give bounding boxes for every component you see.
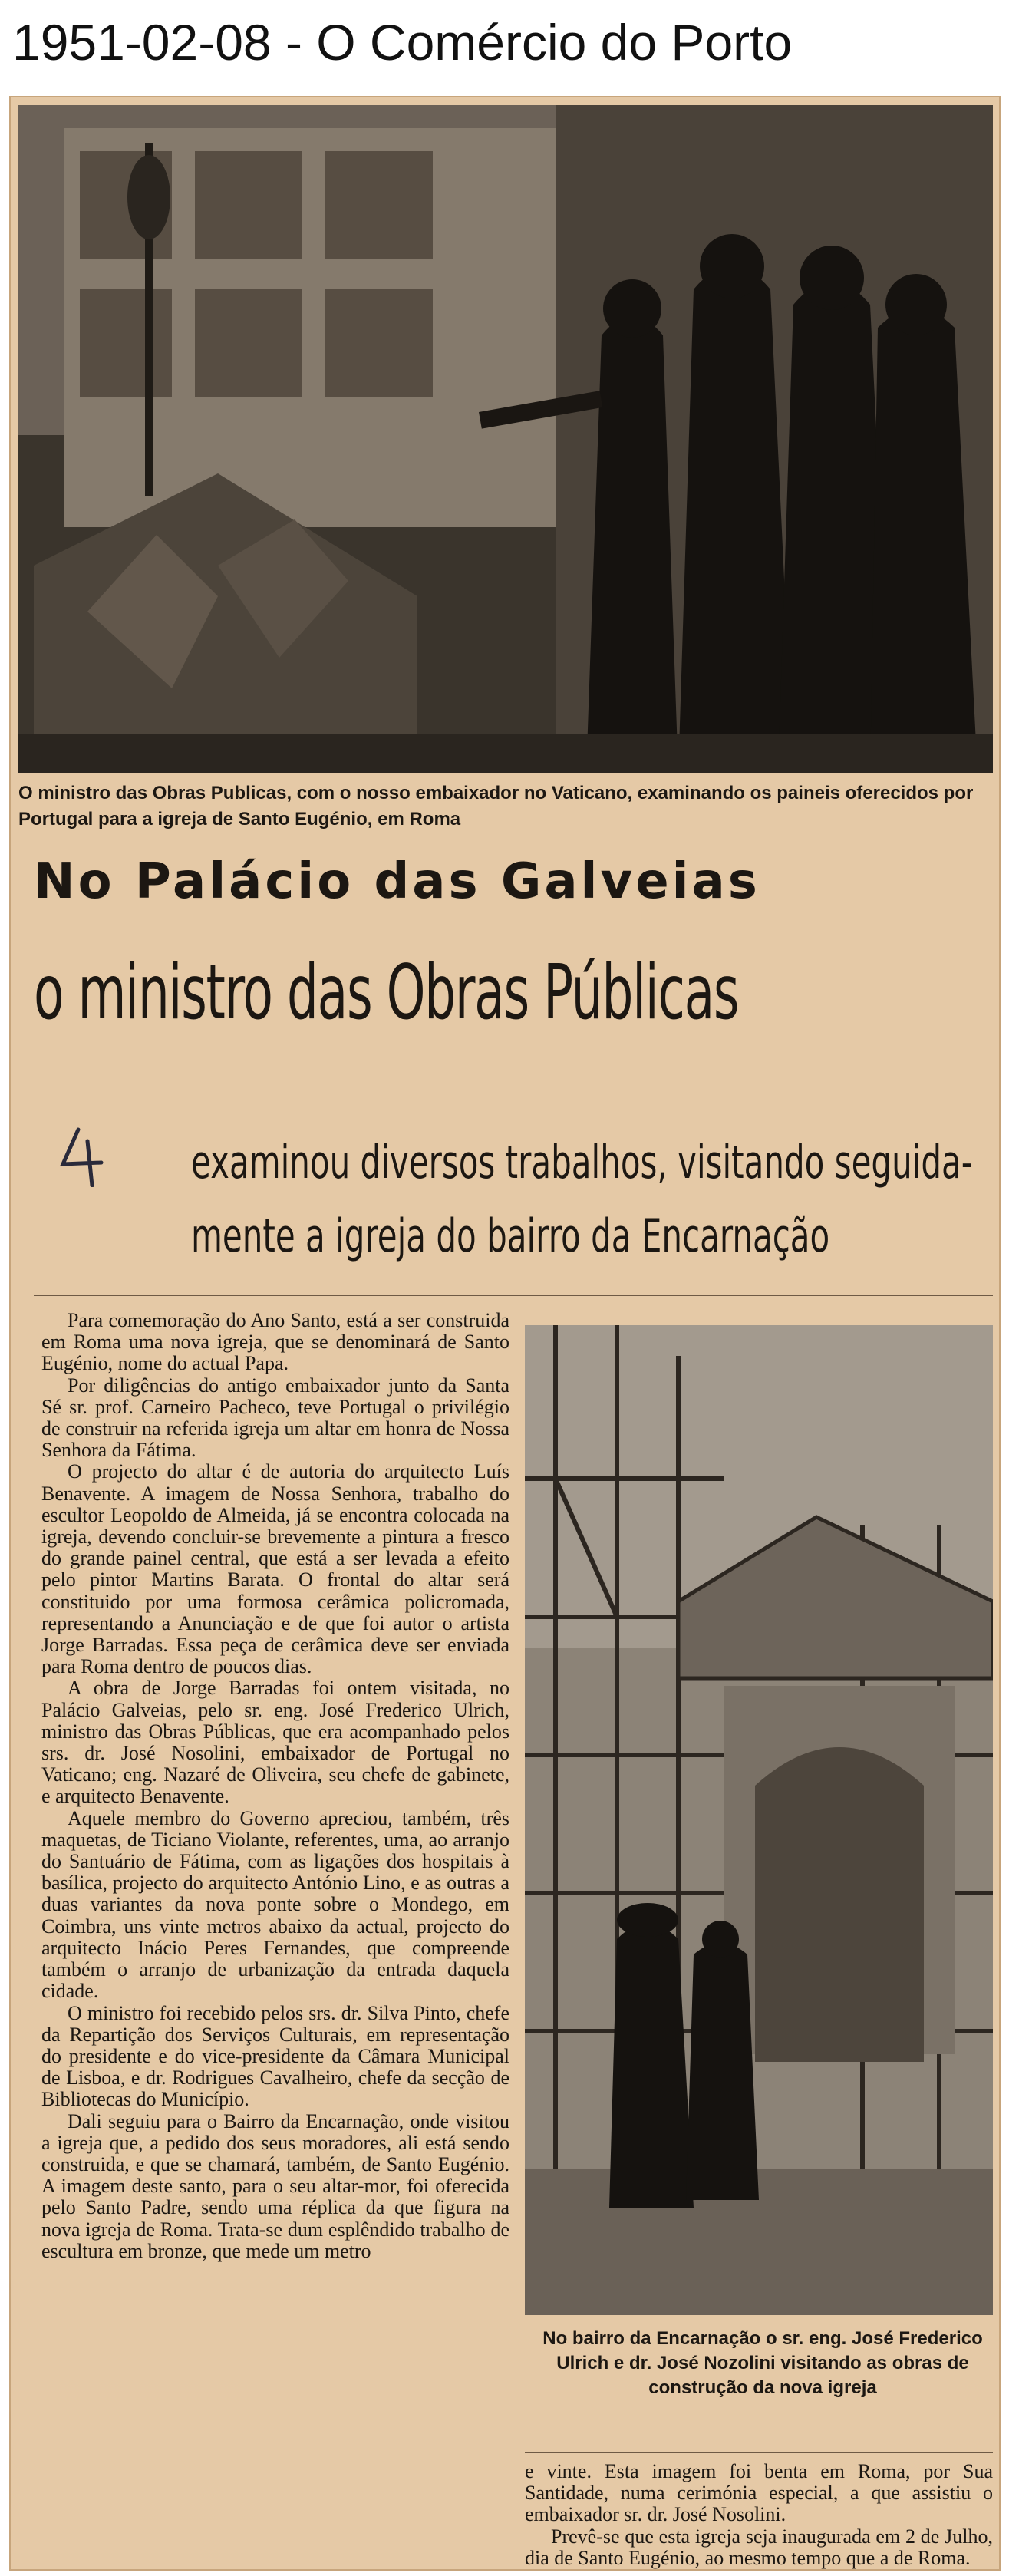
article-continuation	[525, 2461, 993, 2569]
page-title: 1951-02-08 - O Comércio do Porto	[12, 14, 793, 71]
handwritten-mark-icon	[55, 1126, 109, 1187]
deck-line-1: examinou diversos trabalhos, visitando seguida-	[191, 1136, 973, 1189]
article-paragraph: e vinte. Esta imagem foi benta em Roma, por Sua Santidade, numa cerimónia especial, a que assistiu o embaixador sr. dr. José Nosolini.	[525, 2460, 993, 2526]
article-paragraph: Por diligências do antigo embaixador junto da Santa Sé sr. prof. Carneiro Pacheco, teve Portugal o privilégio de construir na referida igreja um altar em honra de Nossa Senhora da Fátima.	[41, 1374, 509, 1462]
headline-main: o ministro das Obras Públicas	[34, 949, 739, 1037]
headline-divider	[34, 1295, 993, 1296]
article-paragraph: Aquele membro do Governo apreciou, também, três maquetas, de Ticiano Violante, referentes, uma, ao arranjo do Santuário de Fátima, com as ligações dos hospitais à basílica, projecto do arquitecto António Lino, e as outras a duas variantes da nova ponte sobre o Mondego, em Coimbra, uns vinte metros abaixo da actual, projecto do arquitecto Inácio Peres Fernandes, que compreende também o arranjo de urbanização da entrada daquela cidade.	[41, 1806, 509, 2003]
deck-line-2: mente a igreja do bairro da Encarnação	[191, 1209, 830, 1263]
article-column	[41, 1310, 509, 2262]
article-paragraph: A obra de Jorge Barradas foi ontem visitada, no Palácio Galveias, pelo sr. eng. José Frederico Ulrich, ministro das Obras Públicas, que era acompanhado pelos srs. dr. José Nosolini, embaixador de Portugal no Vaticano; eng. Nazaré de Oliveira, seu chefe de gabinete, e arquitecto Benavente.	[41, 1677, 509, 1808]
photo-ministers-examining-panels	[18, 105, 993, 773]
top-photo-caption: O ministro das Obras Publicas, com o nosso embaixador no Vaticano, examinando os paineis oferecidos por Portugal para a igreja de Santo Eugénio, em Roma	[18, 783, 974, 830]
newspaper-clipping	[9, 96, 1001, 2571]
caption-divider	[525, 2452, 993, 2453]
headline-deck	[191, 1126, 973, 1273]
side-photo-caption: No bairro da Encarnação o sr. eng. José Frederico Ulrich e dr. José Nozolini visitando as obras de construção da nova igreja	[542, 2328, 983, 2398]
article-paragraph: Prevê-se que esta igreja seja inaugurada em 2 de Julho, dia de Santo Eugénio, ao mesmo tempo que a de Roma.	[525, 2525, 993, 2569]
article-paragraph: O projecto do altar é de autoria do arquitecto Luís Benavente. A imagem de Nossa Senhora, trabalho do escultor Leopoldo de Almeida, já se encontra colocada na igreja, devendo concluir-se brevemente a pintura a fresco do grande painel central, que está a ser levada a efeito pelo pintor Martins Barata. O frontal do altar será constituido por uma formosa cerâmica policromada, representando a Anunciação e de que foi autor o artista Jorge Barradas. Essa peça de cerâmica deve ser enviada para Roma dentro de poucos dias.	[41, 1460, 509, 1678]
article-paragraph: O ministro foi recebido pelos srs. dr. Silva Pinto, chefe da Repartição dos Serviços Culturais, em representação do presidente e do vice-presidente da Câmara Municipal de Lisboa, e dr. Rodrigues Cavalheiro, chefe da secção de Bibliotecas do Município.	[41, 2001, 509, 2111]
photo-church-construction	[525, 1325, 993, 2315]
article-paragraph: Para comemoração do Ano Santo, está a ser construida em Roma uma nova igreja, que se denominará de Santo Eugénio, nome do actual Papa.	[41, 1309, 509, 1375]
headline-kicker: No Palácio das Galveias	[34, 853, 760, 910]
article-paragraph: Dali seguiu para o Bairro da Encarnação, onde visitou a igreja que, a pedido dos seus moradores, ali está sendo construida, e que se chamará, também, de Santo Eugénio. A imagem deste santo, para o seu altar-mor, foi oferecida pelo Santo Padre, sendo uma réplica da que figura na nova igreja de Roma. Trata-se dum esplêndido trabalho de escultura em bronze, que mede um metro	[41, 2109, 509, 2262]
